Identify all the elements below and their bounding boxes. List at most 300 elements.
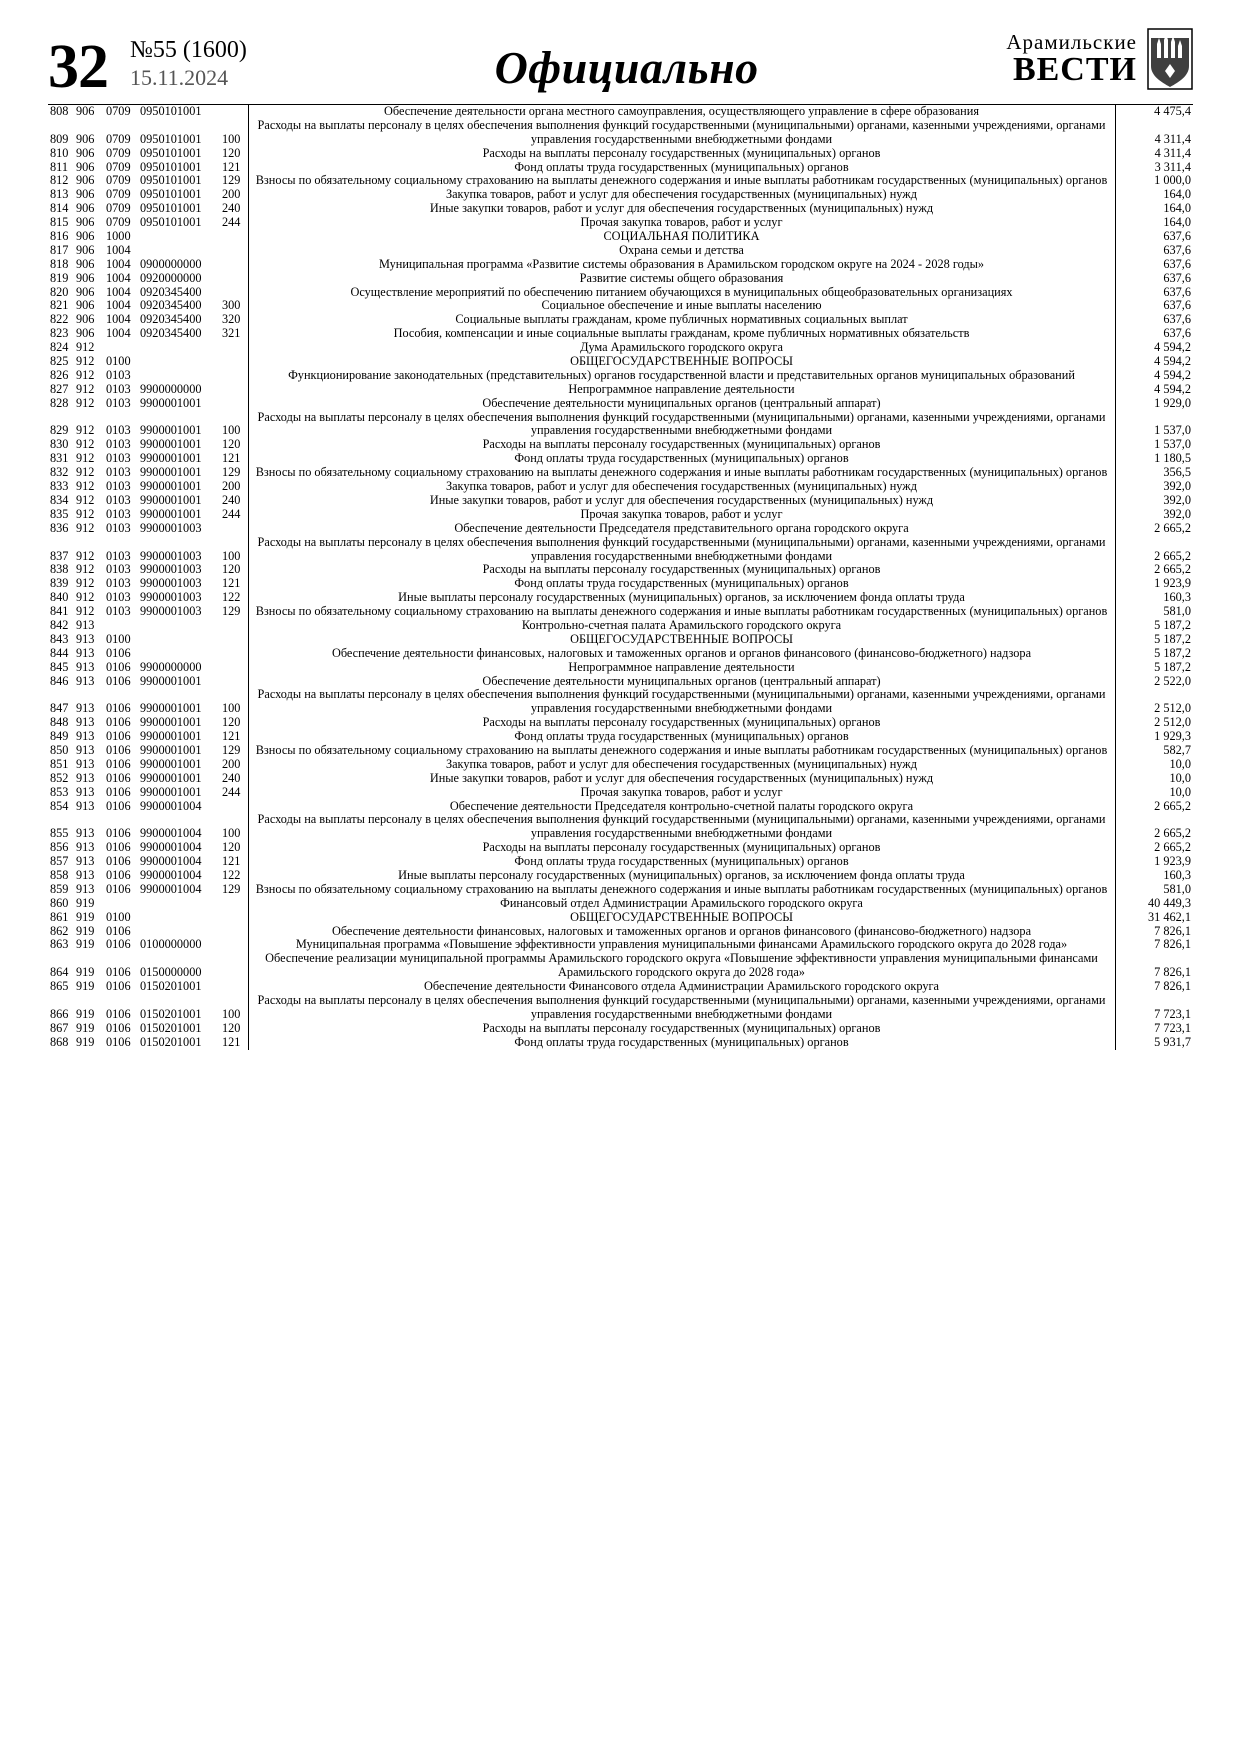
vedomstvo-code: 906 — [76, 215, 95, 230]
row-number: 842 — [50, 617, 69, 632]
amount: 2 522,0 — [1154, 673, 1191, 688]
razdel-code: 1000 — [106, 229, 131, 244]
expense-name: Обеспечение деятельности Финансового отдела Администрации Арамильского городского округа — [248, 980, 1115, 994]
expense-name: Иные закупки товаров, работ и услуг для обеспечения государственных (муниципальных) нужд — [248, 494, 1115, 508]
amount: 5 931,7 — [1154, 1034, 1191, 1049]
target-article-code: 9900001003 — [140, 562, 202, 577]
vedomstvo-code: 913 — [76, 770, 95, 785]
vedomstvo-code: 906 — [76, 229, 95, 244]
row-number: 830 — [50, 437, 69, 452]
razdel-code: 0103 — [106, 451, 131, 466]
target-article-code: 9900001001 — [140, 742, 202, 757]
table-body — [48, 105, 1193, 1050]
row-number: 851 — [50, 756, 69, 771]
expense-name: Обеспечение деятельности Председателя контрольно-счетной палаты городского округа — [248, 800, 1115, 814]
row-number: 861 — [50, 909, 69, 924]
vedomstvo-code: 912 — [76, 479, 95, 494]
vedomstvo-code: 906 — [76, 270, 95, 285]
razdel-code: 0709 — [106, 104, 131, 118]
vedomstvo-code: 906 — [76, 242, 95, 257]
expense-type-code — [220, 952, 248, 980]
expense-type-code — [220, 647, 248, 661]
table-row — [48, 480, 1193, 494]
razdel-code: 0709 — [106, 131, 131, 146]
target-article-code: 0920000000 — [140, 270, 202, 285]
target-article-code: 9900001001 — [140, 756, 202, 771]
target-article-code — [138, 925, 220, 939]
table-row — [48, 202, 1193, 216]
table-row — [48, 994, 1193, 1022]
row-number: 843 — [50, 631, 69, 646]
expense-name: Иные закупки товаров, работ и услуг для обеспечения государственных (муниципальных) нужд — [248, 202, 1115, 216]
target-article-code: 9900001004 — [140, 840, 202, 855]
razdel-code: 0106 — [106, 756, 131, 771]
table-row — [48, 466, 1193, 480]
expense-name: Обеспечение деятельности муниципальных органов (центральный аппарат) — [248, 397, 1115, 411]
vedomstvo-code: 919 — [76, 1034, 95, 1049]
razdel-code: 0709 — [106, 159, 131, 174]
target-article-code — [138, 355, 220, 369]
amount: 5 187,2 — [1154, 617, 1191, 632]
razdel-code — [104, 619, 138, 633]
row-number: 858 — [50, 867, 69, 882]
expense-name: Закупка товаров, работ и услуг для обеспечения государственных (муниципальных) нужд — [248, 758, 1115, 772]
amount: 637,6 — [1163, 229, 1191, 244]
row-number: 839 — [50, 576, 69, 591]
row-number: 819 — [50, 270, 69, 285]
vedomstvo-code: 919 — [76, 909, 95, 924]
row-number: 844 — [50, 645, 69, 660]
expense-type-code — [220, 925, 248, 939]
amount: 3 311,4 — [1154, 159, 1191, 174]
table-row — [48, 452, 1193, 466]
amount: 637,6 — [1163, 326, 1191, 341]
razdel-code: 0106 — [106, 645, 131, 660]
amount: 7 723,1 — [1154, 1020, 1191, 1035]
expense-type-code — [220, 244, 248, 258]
razdel-code: 0106 — [106, 965, 131, 980]
vedomstvo-code: 906 — [76, 104, 95, 118]
row-number: 823 — [50, 326, 69, 341]
razdel-code — [104, 341, 138, 355]
amount: 2 665,2 — [1154, 840, 1191, 855]
razdel-code: 0106 — [106, 673, 131, 688]
expense-name: Непрограммное направление деятельности — [248, 661, 1115, 675]
row-number: 821 — [50, 298, 69, 313]
target-article-code: 0950101001 — [140, 145, 202, 160]
expense-name: Закупка товаров, работ и услуг для обеспечения государственных (муниципальных) нужд — [248, 188, 1115, 202]
vedomstvo-code: 913 — [76, 701, 95, 716]
target-article-code: 0920345400 — [140, 284, 202, 299]
amount: 2 665,2 — [1154, 798, 1191, 813]
target-article-code: 0950101001 — [140, 131, 202, 146]
amount: 637,6 — [1163, 270, 1191, 285]
vedomstvo-code: 919 — [76, 965, 95, 980]
expense-name: Обеспечение деятельности Председателя представительного органа городского округа — [248, 522, 1115, 536]
row-number: 825 — [50, 354, 69, 369]
razdel-code: 0709 — [106, 145, 131, 160]
row-number: 810 — [50, 145, 69, 160]
table-row — [48, 716, 1193, 730]
expense-type-code: 244 — [222, 215, 241, 230]
expense-name: Муниципальная программа «Развитие системы образования в Арамильском городском округе на 2024 - 2028 годы» — [248, 258, 1115, 272]
vedomstvo-code: 913 — [76, 756, 95, 771]
table-row — [48, 369, 1193, 383]
target-article-code: 0920345400 — [140, 298, 202, 313]
razdel-code: 1004 — [106, 312, 131, 327]
razdel-code: 0106 — [106, 1020, 131, 1035]
row-number: 808 — [50, 104, 69, 118]
amount: 1 180,5 — [1154, 451, 1191, 466]
amount: 4 594,2 — [1154, 381, 1191, 396]
target-article-code: 9900001001 — [140, 423, 202, 438]
razdel-code: 0103 — [106, 520, 131, 535]
expense-name: Иные закупки товаров, работ и услуг для обеспечения государственных (муниципальных) нужд — [248, 772, 1115, 786]
target-article-code: 9900001001 — [140, 673, 202, 688]
razdel-code: 1004 — [106, 242, 131, 257]
amount: 40 449,3 — [1147, 895, 1191, 910]
expense-name: Пособия, компенсации и иные социальные выплаты гражданам, кроме публичных нормативных обязательств — [248, 327, 1115, 341]
expense-type-code — [220, 938, 248, 952]
target-article-code — [138, 633, 220, 647]
vedomstvo-code: 913 — [76, 631, 95, 646]
expense-type-code — [220, 369, 248, 383]
expense-name: Обеспечение деятельности финансовых, налоговых и таможенных органов и органов финансового (финансово-бюджетного) надзора — [248, 925, 1115, 939]
table-row — [48, 980, 1193, 994]
table-row — [48, 1022, 1193, 1036]
amount: 7 826,1 — [1154, 937, 1191, 952]
table-row — [48, 438, 1193, 452]
target-article-code: 9900001003 — [140, 576, 202, 591]
expense-type-code: 122 — [222, 867, 241, 882]
row-number: 849 — [50, 729, 69, 744]
row-number: 854 — [50, 798, 69, 813]
amount: 392,0 — [1163, 492, 1191, 507]
vedomstvo-code: 912 — [76, 492, 95, 507]
razdel-code: 0106 — [106, 854, 131, 869]
expense-type-code — [220, 341, 248, 355]
expense-name: Обеспечение реализации муниципальной программы Арамильского городского округа «Повышение эффективности управления муниципальными финансами Арамильского городского округа до 2028 года» — [248, 952, 1115, 980]
vedomstvo-code: 912 — [76, 340, 95, 355]
table-row — [48, 383, 1193, 397]
expense-type-code: 121 — [222, 854, 241, 869]
row-number: 866 — [50, 1006, 69, 1021]
amount: 4 594,2 — [1154, 367, 1191, 382]
brand-name-line2: ВЕСТИ — [1012, 50, 1137, 88]
expense-type-code: 121 — [222, 1034, 241, 1049]
expense-name: ОБЩЕГОСУДАРСТВЕННЫЕ ВОПРОСЫ — [248, 633, 1115, 647]
expense-name: Прочая закупка товаров, работ и услуг — [248, 786, 1115, 800]
vedomstvo-code: 913 — [76, 840, 95, 855]
expense-name: Расходы на выплаты персоналу государственных (муниципальных) органов — [248, 147, 1115, 161]
razdel-code: 0103 — [106, 604, 131, 619]
table-row — [48, 244, 1193, 258]
table-row — [48, 286, 1193, 300]
vedomstvo-code: 912 — [76, 451, 95, 466]
row-number: 864 — [50, 965, 69, 980]
vedomstvo-code: 906 — [76, 131, 95, 146]
table-row — [48, 216, 1193, 230]
vedomstvo-code: 913 — [76, 673, 95, 688]
row-number: 841 — [50, 604, 69, 619]
razdel-code: 0103 — [106, 548, 131, 563]
row-number: 868 — [50, 1034, 69, 1049]
target-article-code: 0920345400 — [140, 312, 202, 327]
table-row — [48, 536, 1193, 564]
table-row — [48, 299, 1193, 313]
expense-name: Обеспечение деятельности муниципальных органов (центральный аппарат) — [248, 675, 1115, 689]
expense-type-code: 100 — [222, 131, 241, 146]
amount: 2 665,2 — [1154, 548, 1191, 563]
amount: 1 929,3 — [1154, 729, 1191, 744]
vedomstvo-code: 912 — [76, 548, 95, 563]
target-article-code: 9900001001 — [140, 770, 202, 785]
row-number: 860 — [50, 895, 69, 910]
target-article-code: 9900001001 — [140, 479, 202, 494]
expense-name: Расходы на выплаты персоналу государственных (муниципальных) органов — [248, 563, 1115, 577]
expense-type-code: 320 — [222, 312, 241, 327]
table-row — [48, 897, 1193, 911]
row-number: 809 — [50, 131, 69, 146]
row-number: 822 — [50, 312, 69, 327]
vedomstvo-code: 906 — [76, 187, 95, 202]
target-article-code: 9900001001 — [140, 465, 202, 480]
expense-name: Взносы по обязательному социальному страхованию на выплаты денежного содержания и иные выплаты работникам государственных (муниципальных) органов — [248, 883, 1115, 897]
target-article-code: 9900001003 — [140, 590, 202, 605]
table-row — [48, 508, 1193, 522]
razdel-code: 0103 — [106, 590, 131, 605]
row-number: 856 — [50, 840, 69, 855]
issue-number: №55 (1600) — [130, 37, 247, 64]
expense-name: Дума Арамильского городского округа — [248, 341, 1115, 355]
vedomstvo-code: 913 — [76, 645, 95, 660]
masthead — [48, 0, 1193, 102]
expense-name: Прочая закупка товаров, работ и услуг — [248, 216, 1115, 230]
expense-name: Функционирование законодательных (представительных) органов государственной власти и представительных органов муниципальных образований — [248, 369, 1115, 383]
expense-name: Взносы по обязательному социальному страхованию на выплаты денежного содержания и иные выплаты работникам государственных (муниципальных) органов — [248, 466, 1115, 480]
expense-type-code — [220, 258, 248, 272]
expense-type-code — [220, 911, 248, 925]
row-number: 818 — [50, 256, 69, 271]
vedomstvo-code: 913 — [76, 826, 95, 841]
expense-name: Расходы на выплаты персоналу в целях обеспечения выполнения функций государственными (муниципальными) органами, казенными учреждениями, органами управления государственными внебюджетными фондами — [248, 994, 1115, 1022]
expense-name: Прочая закупка товаров, работ и услуг — [248, 508, 1115, 522]
expense-type-code — [220, 897, 248, 911]
table-row — [48, 397, 1193, 411]
razdel-code — [104, 897, 138, 911]
expense-type-code — [220, 675, 248, 689]
table-row — [48, 230, 1193, 244]
vedomstvo-code: 912 — [76, 423, 95, 438]
target-article-code: 0950101001 — [140, 173, 202, 188]
target-article-code: 9900001004 — [140, 867, 202, 882]
amount: 1 537,0 — [1154, 423, 1191, 438]
amount: 164,0 — [1163, 201, 1191, 216]
expense-type-code: 122 — [222, 590, 241, 605]
vedomstvo-code: 913 — [76, 715, 95, 730]
expense-name: Обеспечение деятельности финансовых, налоговых и таможенных органов и органов финансового (финансово-бюджетного) надзора — [248, 647, 1115, 661]
expense-name: Расходы на выплаты персоналу государственных (муниципальных) органов — [248, 716, 1115, 730]
expense-type-code: 240 — [222, 201, 241, 216]
vedomstvo-code: 913 — [76, 659, 95, 674]
vedomstvo-code: 906 — [76, 312, 95, 327]
amount: 4 475,4 — [1154, 104, 1191, 118]
expense-name: Фонд оплаты труда государственных (муниципальных) органов — [248, 1036, 1115, 1050]
amount: 164,0 — [1163, 215, 1191, 230]
target-article-code: 0150000000 — [140, 965, 202, 980]
razdel-code: 0106 — [106, 826, 131, 841]
vedomstvo-code: 912 — [76, 506, 95, 521]
amount: 356,5 — [1163, 465, 1191, 480]
vedomstvo-code: 912 — [76, 465, 95, 480]
razdel-code: 0106 — [106, 840, 131, 855]
table-row — [48, 258, 1193, 272]
expense-name: Взносы по обязательному социальному страхованию на выплаты денежного содержания и иные выплаты работникам государственных (муниципальных) органов — [248, 744, 1115, 758]
vedomstvo-code: 913 — [76, 742, 95, 757]
expense-type-code — [220, 619, 248, 633]
table-row — [48, 563, 1193, 577]
razdel-code: 1004 — [106, 298, 131, 313]
vedomstvo-code: 912 — [76, 604, 95, 619]
table-row — [48, 1036, 1193, 1050]
table-row — [48, 272, 1193, 286]
razdel-code: 0100 — [106, 909, 131, 924]
table-row — [48, 633, 1193, 647]
table-row — [48, 161, 1193, 175]
row-number: 835 — [50, 506, 69, 521]
row-number: 850 — [50, 742, 69, 757]
razdel-code: 0106 — [106, 979, 131, 994]
razdel-code: 0103 — [106, 492, 131, 507]
table-row — [48, 841, 1193, 855]
newspaper-logo — [1006, 28, 1193, 96]
target-article-code: 9900001001 — [140, 492, 202, 507]
amount: 392,0 — [1163, 479, 1191, 494]
expense-name: Социальные выплаты гражданам, кроме публичных нормативных социальных выплат — [248, 313, 1115, 327]
amount: 637,6 — [1163, 298, 1191, 313]
table-row — [48, 855, 1193, 869]
row-number: 829 — [50, 423, 69, 438]
expense-type-code: 129 — [222, 173, 241, 188]
expense-type-code — [220, 355, 248, 369]
row-number: 845 — [50, 659, 69, 674]
expense-type-code: 129 — [222, 742, 241, 757]
row-number: 832 — [50, 465, 69, 480]
vedomstvo-code: 906 — [76, 256, 95, 271]
amount: 4 311,4 — [1154, 131, 1191, 146]
expense-name: Расходы на выплаты персоналу в целях обеспечения выполнения функций государственными (муниципальными) органами, казенными учреждениями, органами управления государственными внебюджетными фондами — [248, 411, 1115, 439]
table-row — [48, 938, 1193, 952]
budget-appropriations-table — [48, 105, 1193, 1050]
table-row — [48, 688, 1193, 716]
razdel-code: 1004 — [106, 326, 131, 341]
row-number: 840 — [50, 590, 69, 605]
table-row — [48, 952, 1193, 980]
expense-type-code: 240 — [222, 770, 241, 785]
expense-type-code: 120 — [222, 437, 241, 452]
vedomstvo-code: 912 — [76, 562, 95, 577]
expense-name: ОБЩЕГОСУДАРСТВЕННЫЕ ВОПРОСЫ — [248, 355, 1115, 369]
vedomstvo-code: 913 — [76, 784, 95, 799]
amount: 581,0 — [1163, 604, 1191, 619]
razdel-code: 1004 — [106, 256, 131, 271]
expense-name: Расходы на выплаты персоналу в целях обеспечения выполнения функций государственными (муниципальными) органами, казенными учреждениями, органами управления государственными внебюджетными фондами — [248, 813, 1115, 841]
expense-type-code: 120 — [222, 840, 241, 855]
target-article-code — [138, 897, 220, 911]
row-number: 813 — [50, 187, 69, 202]
table-row — [48, 758, 1193, 772]
amount: 7 723,1 — [1154, 1006, 1191, 1021]
brand-text — [1006, 29, 1137, 88]
target-article-code: 0150201001 — [140, 979, 202, 994]
expense-type-code: 244 — [222, 506, 241, 521]
amount: 2 665,2 — [1154, 520, 1191, 535]
razdel-code: 0106 — [106, 1006, 131, 1021]
expense-name: Иные выплаты персоналу государственных (муниципальных) органов, за исключением фонда оплаты труда — [248, 591, 1115, 605]
target-article-code: 9900000000 — [140, 659, 202, 674]
target-article-code: 9900001001 — [140, 437, 202, 452]
expense-type-code: 100 — [222, 548, 241, 563]
amount: 2 665,2 — [1154, 826, 1191, 841]
expense-name: Закупка товаров, работ и услуг для обеспечения государственных (муниципальных) нужд — [248, 480, 1115, 494]
razdel-code: 0103 — [106, 423, 131, 438]
target-article-code: 0950101001 — [140, 187, 202, 202]
expense-name: Расходы на выплаты персоналу государственных (муниципальных) органов — [248, 1022, 1115, 1036]
target-article-code: 9900001003 — [140, 604, 202, 619]
target-article-code: 0950101001 — [140, 104, 202, 118]
expense-type-code — [220, 105, 248, 119]
target-article-code — [138, 230, 220, 244]
vedomstvo-code: 906 — [76, 145, 95, 160]
vedomstvo-code: 912 — [76, 576, 95, 591]
expense-type-code — [220, 800, 248, 814]
vedomstvo-code: 906 — [76, 326, 95, 341]
table-row — [48, 730, 1193, 744]
expense-name: Расходы на выплаты персоналу государственных (муниципальных) органов — [248, 438, 1115, 452]
row-number: 862 — [50, 923, 69, 938]
issue-date: 15.11.2024 — [130, 64, 229, 90]
row-number: 826 — [50, 367, 69, 382]
razdel-code: 0103 — [106, 576, 131, 591]
expense-type-code: 321 — [222, 326, 241, 341]
expense-name: Осуществление мероприятий по обеспечению питанием обучающихся в муниципальных общеобразовательных организациях — [248, 286, 1115, 300]
expense-type-code: 129 — [222, 604, 241, 619]
expense-name: Фонд оплаты труда государственных (муниципальных) органов — [248, 577, 1115, 591]
target-article-code: 9900001001 — [140, 506, 202, 521]
row-number: 846 — [50, 673, 69, 688]
amount: 1 923,9 — [1154, 854, 1191, 869]
row-number: 828 — [50, 395, 69, 410]
expense-name: Фонд оплаты труда государственных (муниципальных) органов — [248, 730, 1115, 744]
razdel-code: 0106 — [106, 867, 131, 882]
row-number: 855 — [50, 826, 69, 841]
row-number: 859 — [50, 881, 69, 896]
razdel-code: 0106 — [106, 701, 131, 716]
table-row — [48, 813, 1193, 841]
expense-type-code: 120 — [222, 562, 241, 577]
row-number: 865 — [50, 979, 69, 994]
expense-type-code: 100 — [222, 1006, 241, 1021]
expense-name: Непрограммное направление деятельности — [248, 383, 1115, 397]
vedomstvo-code: 913 — [76, 798, 95, 813]
vedomstvo-code: 919 — [76, 979, 95, 994]
row-number: 833 — [50, 479, 69, 494]
target-article-code: 0950101001 — [140, 215, 202, 230]
table-row — [48, 577, 1193, 591]
expense-type-code — [220, 272, 248, 286]
amount: 2 512,0 — [1154, 715, 1191, 730]
vedomstvo-code: 912 — [76, 520, 95, 535]
